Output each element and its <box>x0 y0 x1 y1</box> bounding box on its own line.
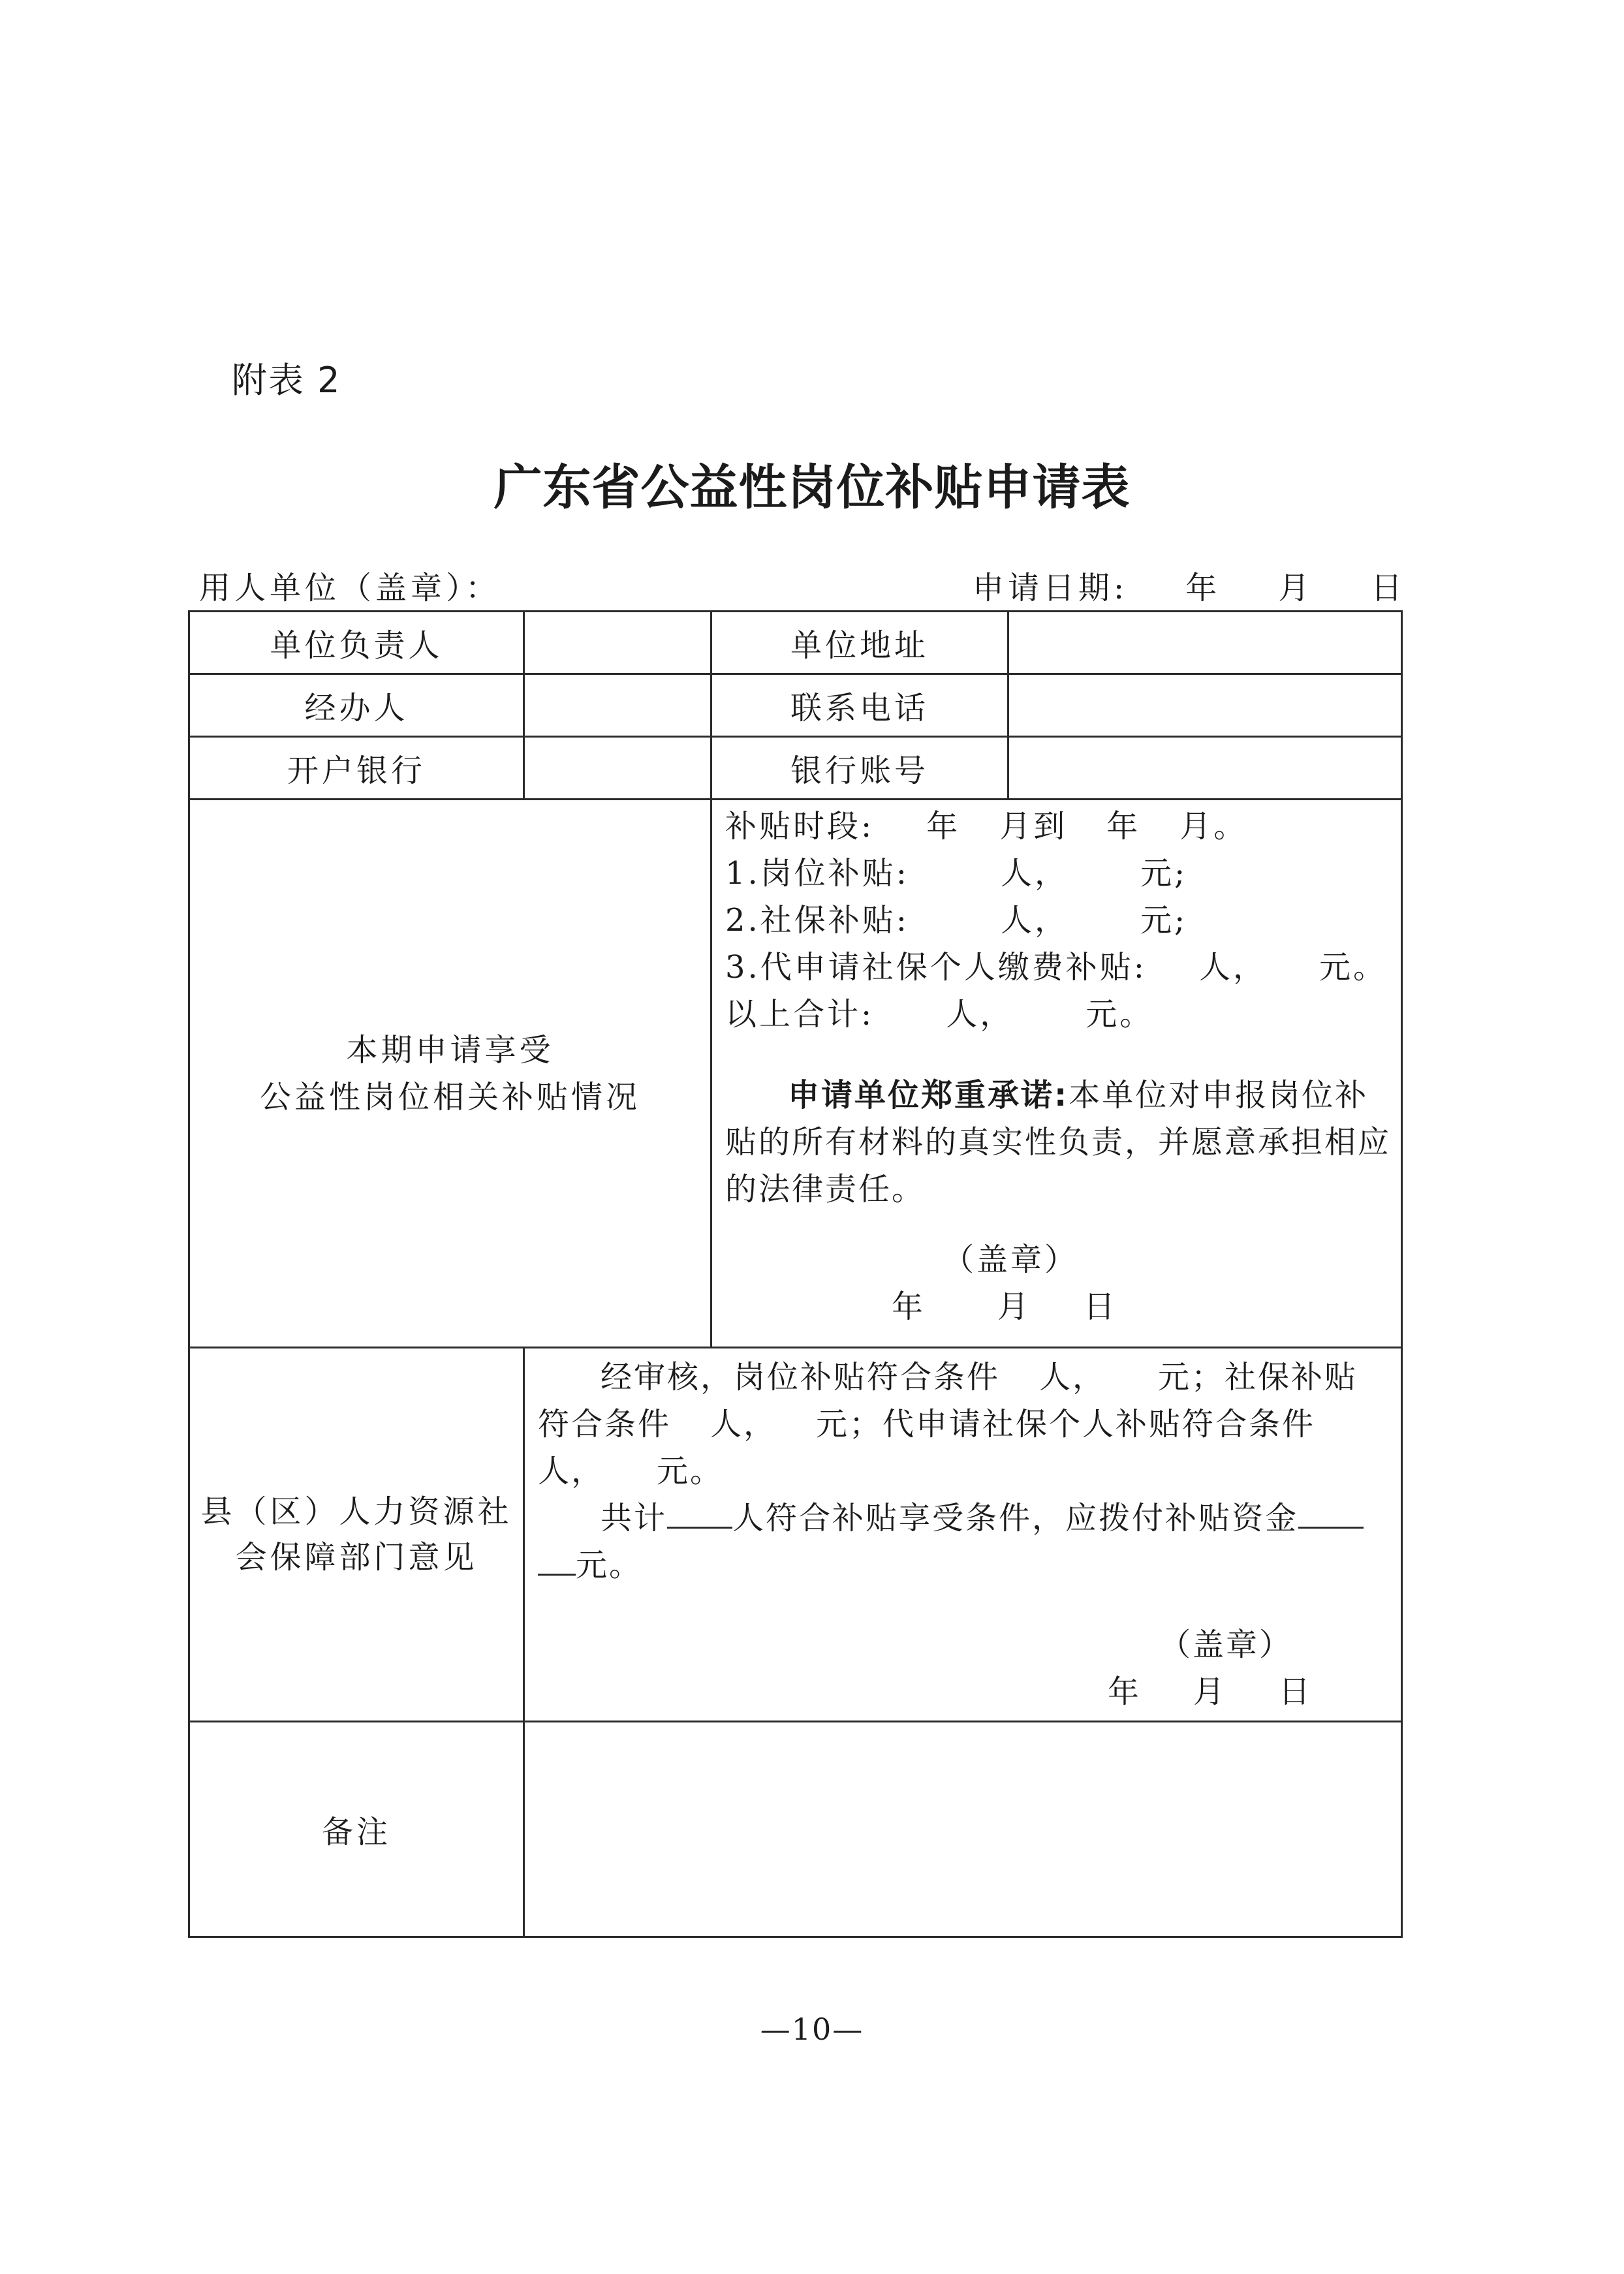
total-amount-blank-cont[interactable] <box>538 1545 576 1576</box>
form-title: 广东省公益性岗位补贴申请表 <box>493 459 1131 516</box>
application-table <box>188 610 1403 1938</box>
subsidy-item-1 <box>725 850 1392 897</box>
item-persons: 人， <box>1000 855 1069 892</box>
apply-date-label: 申请日期: <box>973 570 1129 606</box>
subsidy-item-2 <box>725 897 1392 944</box>
account-field[interactable] <box>1008 737 1402 800</box>
page-number: —10— <box>760 2012 864 2047</box>
period-year1: 年 <box>926 808 961 845</box>
item-name: 2.社保补贴: <box>725 902 909 939</box>
handler-label: 经办人 <box>189 674 524 737</box>
unit-address-field[interactable] <box>1008 612 1402 674</box>
review-section-label: 县（区）人力资源社会保障部门意见 <box>189 1348 524 1722</box>
total-persons-blank[interactable] <box>667 1498 732 1529</box>
unit-address-label: 单位地址 <box>711 612 1008 674</box>
period-month1: 月到 <box>999 808 1068 845</box>
remarks-label: 备注 <box>189 1722 524 1937</box>
review-seal: （盖章） <box>1159 1627 1292 1663</box>
handler-field[interactable] <box>524 674 711 737</box>
pledge-heading: 申请单位郑重承诺: <box>788 1077 1069 1114</box>
item-amount: 元; <box>1140 902 1188 939</box>
table-row <box>189 612 1402 674</box>
review-paragraph-2: 共计 人符合补贴享受条件，应拨付补贴资金元。 <box>538 1495 1390 1589</box>
period-prefix: 补贴时段: <box>725 808 875 845</box>
table-row <box>189 1348 1402 1722</box>
unit-head-label: 单位负责人 <box>189 612 524 674</box>
subsidy-label-line1: 本期申请享受 <box>346 1031 554 1068</box>
item-amount: 元。 <box>1319 949 1388 986</box>
remarks-field[interactable] <box>524 1722 1402 1937</box>
period-month2: 月。 <box>1179 808 1248 845</box>
account-label: 银行账号 <box>711 737 1008 800</box>
item-persons: 人， <box>1198 949 1267 986</box>
table-row <box>189 800 1402 1348</box>
subsidy-section-label <box>189 800 711 1348</box>
item-amount: 元; <box>1140 855 1188 892</box>
subsidy-date: 年 月 日 <box>891 1288 1117 1325</box>
employer-label: 用人单位（盖章）： <box>199 570 501 606</box>
apply-date <box>973 563 1406 608</box>
subsidy-seal: （盖章） <box>942 1241 1078 1278</box>
apply-date-year: 年 <box>1185 570 1221 606</box>
bank-label: 开户银行 <box>189 737 524 800</box>
table-row <box>189 674 1402 737</box>
apply-date-month: 月 <box>1278 570 1314 606</box>
item-persons: 人， <box>946 996 1014 1033</box>
pledge-text: 本单位对申报岗位补贴的所有材料的真实性负责，并愿意承担相应的法律责任。 <box>725 1077 1392 1207</box>
phone-label: 联系电话 <box>711 674 1008 737</box>
item-name: 1.岗位补贴: <box>725 855 909 892</box>
annex-label: 附表 2 <box>232 360 341 401</box>
item-name: 3.代申请社保个人缴费补贴: <box>725 949 1147 986</box>
phone-field[interactable] <box>1008 674 1402 737</box>
subsidy-label-line2: 公益性岗位相关补贴情况 <box>259 1078 640 1115</box>
item-name: 以上合计: <box>725 996 875 1033</box>
review-section-content <box>524 1348 1402 1722</box>
item-persons: 人， <box>1000 902 1069 939</box>
review-paragraph-1: 经审核，岗位补贴符合条件 人， 元；社保补贴符合条件 人， 元；代申请社保个人补贴符合条件人， 元。 <box>538 1359 1358 1489</box>
apply-date-day: 日 <box>1371 570 1407 606</box>
item-amount: 元。 <box>1085 996 1154 1033</box>
table-row <box>189 737 1402 800</box>
table-row <box>189 1722 1402 1937</box>
total-amount-blank[interactable] <box>1298 1498 1364 1529</box>
subsidy-period <box>725 803 1392 850</box>
subsidy-section-content <box>711 800 1402 1348</box>
unit-head-field[interactable] <box>524 612 711 674</box>
subsidy-item-3 <box>725 944 1392 991</box>
period-year2: 年 <box>1106 808 1141 845</box>
bank-field[interactable] <box>524 737 711 800</box>
pledge-statement <box>725 1072 1392 1213</box>
review-date: 年 月 日 <box>1107 1674 1312 1710</box>
subsidy-total <box>725 991 1392 1038</box>
